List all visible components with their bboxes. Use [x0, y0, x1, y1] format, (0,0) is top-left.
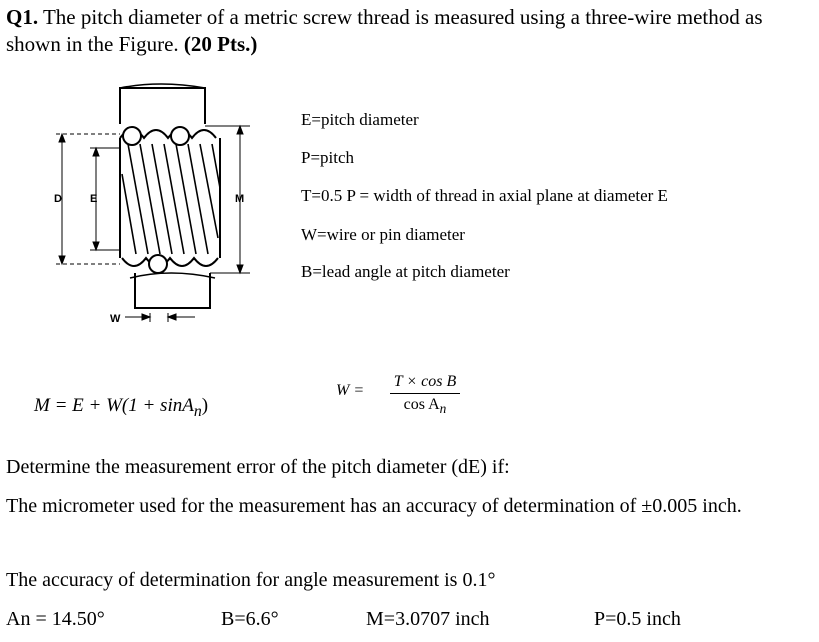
given-b: B=6.6°	[221, 608, 279, 630]
legend-pitch: P=pitch	[301, 148, 355, 167]
given-m: M=3.0707 inch	[366, 608, 490, 630]
label-w: W	[110, 313, 121, 325]
legend-pitch-diameter: E=pitch diameter	[301, 110, 419, 129]
given-p: P=0.5 inch	[594, 608, 681, 630]
m-formula	[34, 395, 208, 421]
w-formula-den-sub: n	[439, 401, 447, 417]
top-anvil	[120, 88, 205, 124]
legend-wire-diameter: W=wire or pin diameter	[301, 225, 465, 244]
w-formula-fraction	[390, 372, 460, 419]
determine-text: Determine the measurement error of the pitch diameter (dE) if:	[6, 456, 510, 478]
three-wire-figure	[50, 78, 280, 330]
bottom-anvil	[135, 273, 210, 308]
legend-lead-angle: B=lead angle at pitch diameter	[301, 262, 510, 281]
w-formula-denominator: cos A	[403, 396, 440, 413]
angle-accuracy-text: The accuracy of determination for angle measurement is 0.1°	[6, 569, 496, 591]
w-formula-denominator-wrap	[390, 395, 460, 419]
m-formula-close: )	[201, 395, 209, 416]
question-heading	[6, 4, 806, 58]
m-formula-main: M = E + W(1 + sinA	[34, 395, 194, 416]
w-formula-numerator: T × cos B	[393, 373, 457, 390]
question-points: (20 Pts.)	[183, 32, 258, 56]
label-m: M	[235, 193, 245, 205]
fraction-bar	[390, 393, 460, 394]
label-e: E	[90, 193, 98, 205]
m-formula-sub: n	[193, 402, 202, 420]
thread-lines	[122, 144, 220, 254]
label-d: D	[54, 193, 62, 205]
question-text: The pitch diameter of a metric screw thread is measured using a three-wire method as shown in the Figure.	[6, 5, 763, 56]
question-number: Q1.	[6, 5, 39, 29]
micrometer-text: The micrometer used for the measurement has an accuracy of determination of ±0.005 inch.	[6, 495, 742, 517]
given-an: An = 14.50°	[6, 608, 105, 630]
w-formula-lhs: W =	[336, 382, 365, 399]
bottom-wire	[149, 255, 167, 273]
legend-thread-width: T=0.5 P = width of thread in axial plane at diameter E	[301, 186, 668, 205]
